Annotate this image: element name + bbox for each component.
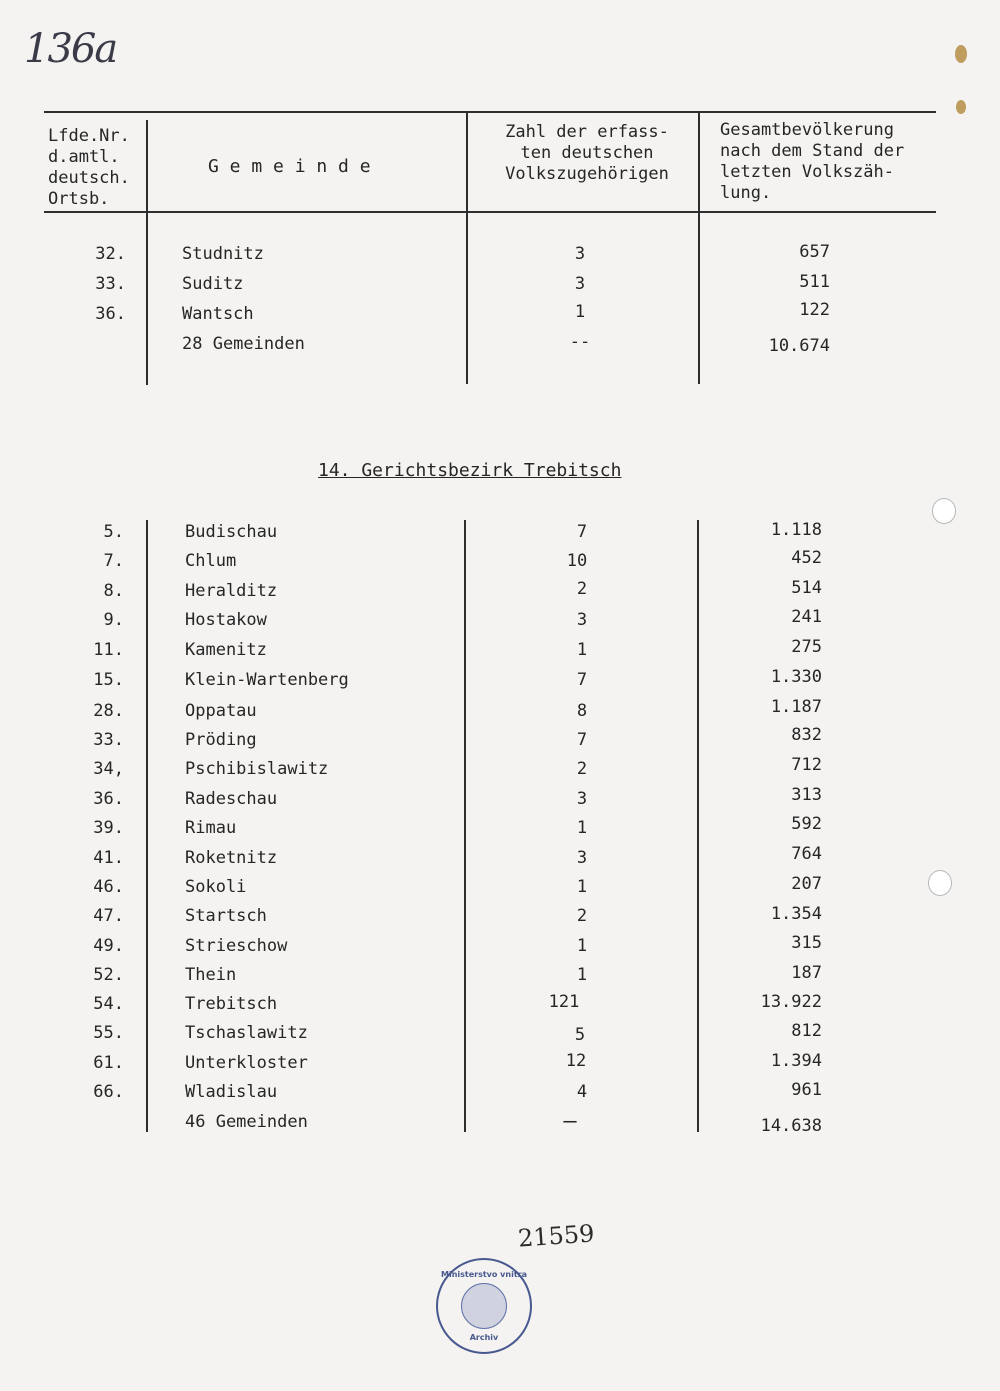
row-name: Trebitsch	[185, 994, 278, 1014]
row-count: 1	[576, 936, 588, 956]
stain-mark-icon	[955, 45, 967, 63]
row-name: Unterkloster	[185, 1053, 308, 1073]
row-count: 1	[574, 302, 586, 322]
row-number: 32.	[95, 244, 126, 264]
row-name: Sokoli	[185, 877, 247, 897]
row-population: 313	[791, 785, 822, 805]
row-count: 4	[576, 1082, 588, 1102]
table-top-rule	[44, 111, 936, 113]
row-number: 34,	[93, 759, 124, 779]
row-count: 7	[576, 670, 588, 690]
row-count: 5	[574, 1025, 586, 1045]
row-number: 39.	[93, 818, 124, 838]
stamp-text-top: Ministerstvo vnitra	[441, 1270, 527, 1279]
row-population: 812	[791, 1021, 822, 1041]
row-count: 2	[576, 579, 588, 599]
row-population: 511	[799, 272, 830, 292]
row-name: Chlum	[185, 551, 237, 571]
stain-mark-icon	[956, 100, 966, 114]
document-number: 21559	[517, 1219, 596, 1253]
row-number: 33.	[95, 274, 126, 294]
row-number: 54.	[93, 994, 124, 1014]
row-population: 592	[791, 814, 822, 834]
row-name: Thein	[185, 965, 237, 985]
row-name: Radeschau	[185, 789, 278, 809]
row-name: Studnitz	[182, 244, 264, 264]
row-number: 8.	[103, 581, 124, 601]
row-number: 46.	[93, 877, 124, 897]
row-count: 1	[576, 965, 588, 985]
row-count: 3	[574, 274, 586, 294]
punch-hole-icon	[928, 870, 952, 896]
row-name: Heralditz	[185, 581, 278, 601]
row-population: 122	[799, 300, 830, 320]
row-name: Wantsch	[182, 304, 254, 324]
row-population: 1.118	[770, 520, 822, 540]
row-count: 12	[565, 1051, 587, 1071]
row-number: 47.	[93, 906, 124, 926]
row-count: 3	[576, 789, 588, 809]
row-count: 1	[576, 818, 588, 838]
row-population: 961	[791, 1080, 822, 1100]
row-population: 1.187	[770, 697, 822, 717]
total-population: 14.638	[760, 1116, 822, 1136]
header-gemeinde: G e m e i n d e	[208, 156, 371, 177]
row-population: 657	[799, 242, 830, 262]
row-name: Pröding	[185, 730, 257, 750]
row-population: 832	[791, 725, 822, 745]
row-number: 41.	[93, 848, 124, 868]
row-count: 7	[576, 522, 588, 542]
total-count: —	[563, 1109, 577, 1134]
row-number: 33.	[93, 730, 124, 750]
row-name: Hostakow	[185, 610, 267, 630]
row-number: 36.	[93, 789, 124, 809]
total-population: 10.674	[768, 336, 830, 356]
row-population: 13.922	[760, 992, 822, 1012]
row-number: 66.	[93, 1082, 124, 1102]
row-number: 61.	[93, 1053, 124, 1073]
row-population: 712	[791, 755, 822, 775]
stamp-emblem-icon	[461, 1283, 507, 1329]
total-name: 28 Gemeinden	[182, 334, 305, 354]
row-number: 15.	[93, 670, 124, 690]
row-number: 49.	[93, 936, 124, 956]
row-name: Roketnitz	[185, 848, 278, 868]
header-gesamt: Gesamtbevölkerung nach dem Stand der letzten Volkszäh- lung.	[720, 120, 905, 203]
total-count: --	[569, 332, 591, 352]
row-name: Kamenitz	[185, 640, 267, 660]
total-name: 46 Gemeinden	[185, 1112, 308, 1132]
row-count: 3	[576, 848, 588, 868]
row-name: Suditz	[182, 274, 244, 294]
row-name: Klein-Wartenberg	[185, 670, 349, 690]
row-population: 514	[791, 578, 822, 598]
row-population: 1.354	[770, 904, 822, 924]
row-name: Budischau	[185, 522, 278, 542]
table-header-rule	[44, 211, 936, 213]
row-number: 9.	[103, 610, 124, 630]
row-population: 452	[791, 548, 822, 568]
row-population: 207	[791, 874, 822, 894]
row-population: 1.330	[770, 667, 822, 687]
column-divider-nr	[146, 120, 148, 385]
row-population: 275	[791, 637, 822, 657]
row-count: 2	[576, 906, 588, 926]
row-count: 8	[576, 701, 588, 721]
row-number: 52.	[93, 965, 124, 985]
row-name: Wladislau	[185, 1082, 278, 1102]
row-population: 1.394	[770, 1051, 822, 1071]
column-divider-gemeinde	[466, 111, 468, 384]
row-count: 3	[576, 610, 588, 630]
header-zahl: Zahl der erfass- ten deutschen Volkszugehörigen	[505, 122, 669, 184]
row-count: 121	[548, 992, 580, 1012]
row-number: 55.	[93, 1023, 124, 1043]
row-count: 2	[576, 759, 588, 779]
row-population: 315	[791, 933, 822, 953]
row-count: 3	[574, 244, 586, 264]
column-divider-nr-main	[146, 520, 148, 1132]
section-title: 14. Gerichtsbezirk Trebitsch	[318, 460, 622, 481]
row-name: Rimau	[185, 818, 237, 838]
column-divider-gemeinde-main	[464, 520, 466, 1132]
row-number: 7.	[103, 551, 124, 571]
row-name: Oppatau	[185, 701, 257, 721]
row-number: 28.	[93, 701, 124, 721]
row-name: Strieschow	[185, 936, 288, 956]
row-population: 764	[791, 844, 822, 864]
row-count: 1	[576, 640, 588, 660]
punch-hole-icon	[932, 498, 956, 524]
row-population: 241	[791, 607, 822, 627]
row-number: 5.	[103, 522, 124, 542]
row-name: Startsch	[185, 906, 267, 926]
row-number: 11.	[93, 640, 124, 660]
stamp-text-bottom: Archiv	[469, 1333, 499, 1342]
row-count: 1	[576, 877, 588, 897]
row-name: Pschibislawitz	[185, 759, 329, 779]
row-count: 10	[566, 551, 588, 571]
row-number: 36.	[95, 304, 126, 324]
archive-reference-handwritten: 136a	[24, 26, 117, 72]
row-count: 7	[576, 730, 588, 750]
archive-stamp	[436, 1258, 532, 1354]
header-nr: Lfde.Nr. d.amtl. deutsch. Ortsb.	[48, 126, 130, 209]
row-name: Tschaslawitz	[185, 1023, 308, 1043]
row-population: 187	[791, 963, 822, 983]
